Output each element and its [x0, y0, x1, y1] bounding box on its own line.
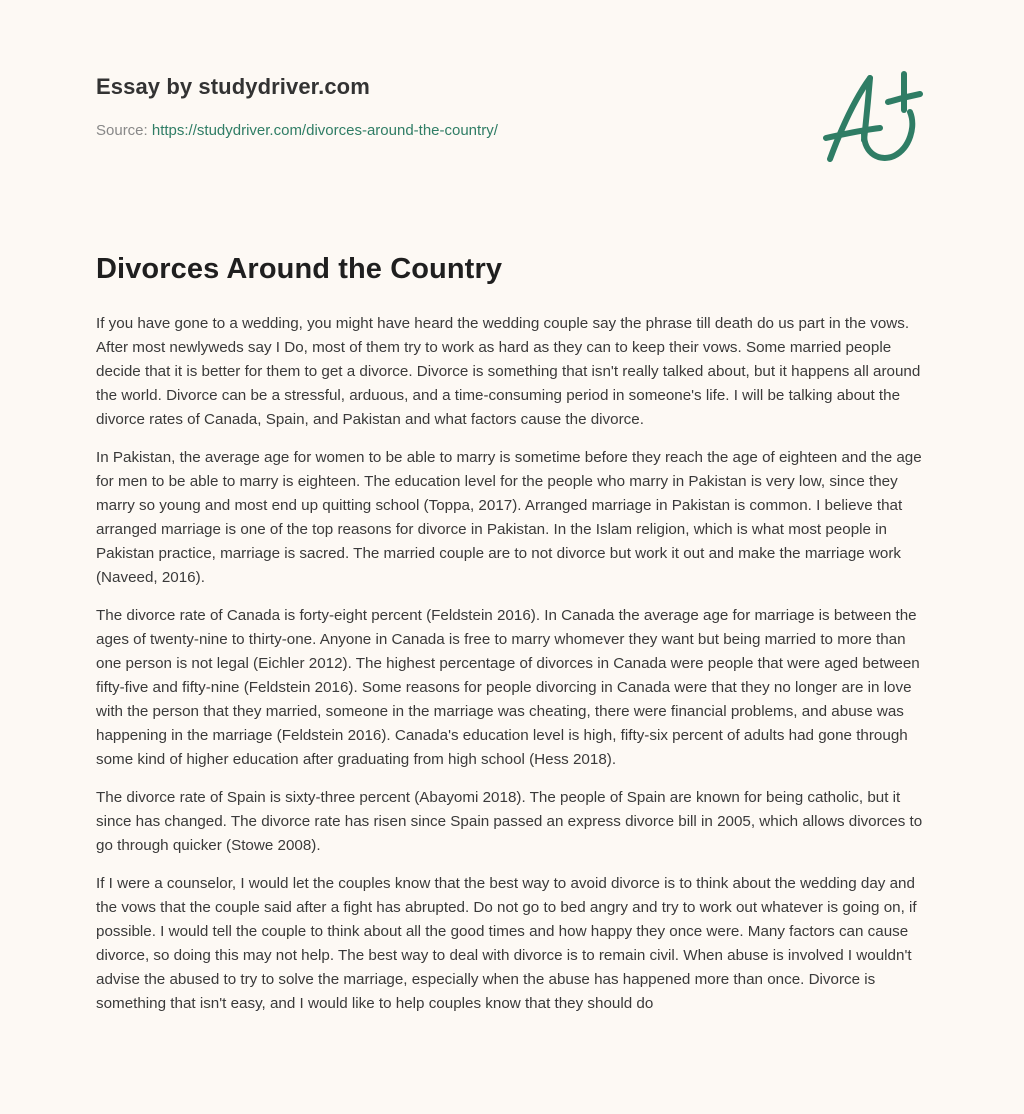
paragraph-canada: The divorce rate of Canada is forty-eight percent (Feldstein 2016). In Canada the average age for marriage is between the ages of twenty-nine to thirty-one. Anyone in Canada is free to marry whomever they want but being married to more than one person is not legal (Eichler 2012). The highest percentage of divorces in Canada were people that were aged between fifty-five and fifty-nine (Feldstein 2016). Some reasons for people divorcing in Canada were that they no longer are in love with the person that they married, someone in the marriage was cheating, there were financial problems, and abuse was happening in the marriage (Feldstein 2016). Canada's education level is high, fifty-six percent of adults had gone through some kind of higher education after graduating from high school (Hess 2018). — [96, 607, 920, 768]
source-link[interactable]: https://studydriver.com/divorces-around-the-country/ — [151, 122, 498, 139]
article-title: Divorces Around the Country — [96, 253, 503, 285]
essay-article — [96, 253, 932, 1030]
paragraph-spain: The divorce rate of Spain is sixty-three percent (Abayomi 2018). The people of Spain are known for being catholic, but it since has changed. The divorce rate has risen since Spain passed an express divorce bill in 2005, which allows divorces to go through quicker (Stowe 2008). — [96, 789, 923, 854]
site-title: Essay by studydriver.com — [96, 74, 370, 99]
paragraph-pakistan: In Pakistan, the average age for women to be able to marry is sometime before they reach the age of eighteen and the age for men to be able to marry is eighteen. The education level for the people who marry in Pakistan is very low, since they marry so young and most end up quitting school (Toppa, 2017). Arranged marriage in Pakistan is common. I believe that arranged marriage is one of the top reasons for divorce in Pakistan. In the Islam religion, which is what most people in Pakistan practice, marriage is sacred. The married couple are to not divorce but work it out and make the marriage work (Naveed, 2016). — [96, 449, 922, 586]
paragraph-counselor: If I were a counselor, I would let the couples know that the best way to avoid divorce is to think about the wedding day and the vows that the couple said after a fight has abrupted. Do not go to bed angry and try to work out whatever is going on, if possible. I would tell the couple to think about all the good times and how happy they once were. Many factors can cause divorce, so doing this may not help. The best way to deal with divorce is to remain civil. When abuse is involved I wouldn't advise the abused to try to solve the marriage, especially when the abuse has happened more than once. Divorce is something that isn't easy, and I would like to help couples know that they should do — [96, 875, 917, 1012]
source-label: Source: — [96, 122, 148, 139]
page-header — [96, 74, 936, 139]
a-plus-grade-icon — [818, 62, 930, 172]
paragraph-intro: If you have gone to a wedding, you might have heard the wedding couple say the phrase till death do us part in the vows. After most newlyweds say I Do, most of them try to work as hard as they can to keep their vows. Some married people decide that it is better for them to get a divorce. Divorce is something that isn't really talked about, but it happens all around the world. Divorce can be a stressful, arduous, and a time-consuming period in someone's life. I will be talking about the divorce rates of Canada, Spain, and Pakistan and what factors cause the divorce. — [96, 315, 921, 428]
source-line — [96, 122, 936, 139]
